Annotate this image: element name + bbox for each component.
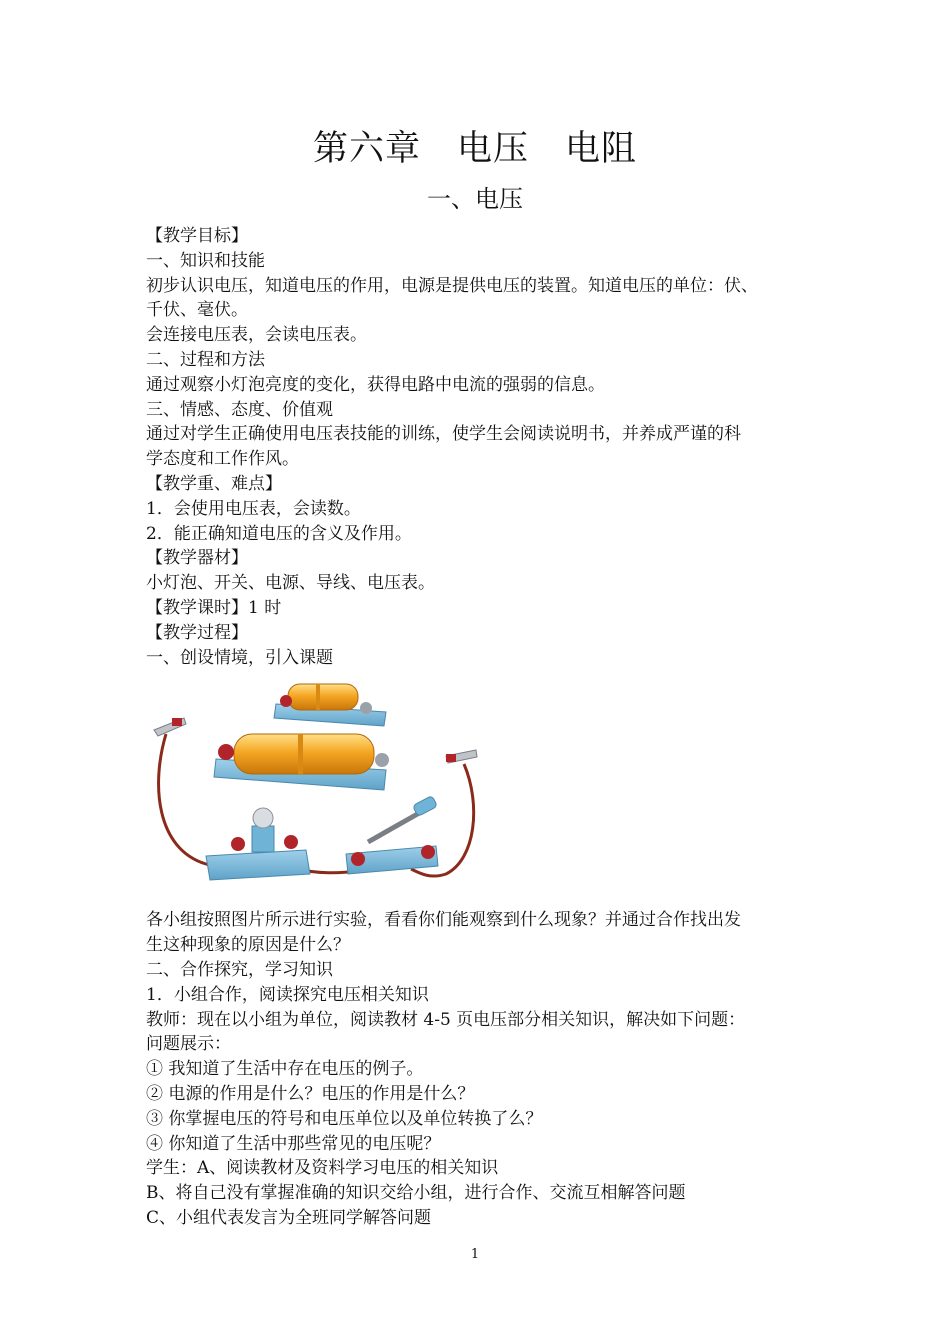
text-line: 生这种现象的原因是什么？ xyxy=(146,935,350,956)
text-line: 二、合作探究，学习知识 xyxy=(146,959,333,980)
text-line: 二、过程和方法 xyxy=(146,349,265,370)
chapter-title: 第六章 电压 电阻 xyxy=(312,129,637,169)
text-line: 一、知识和技能 xyxy=(146,250,265,271)
text-line: ③ 你掌握电压的符号和电压单位以及单位转换了么？ xyxy=(146,1108,543,1129)
text-line: 学态度和工作作风。 xyxy=(146,449,299,470)
text-line: 初步认识电压，知道电压的作用，电源是提供电压的装置。知道电压的单位：伏、 xyxy=(146,275,758,296)
text-line: 【教学重、难点】 xyxy=(146,473,282,494)
text-line: 各小组按照图片所示进行实验，看看你们能观察到什么现象？并通过合作找出发 xyxy=(146,910,741,931)
text-line: 1．会使用电压表，会读数。 xyxy=(146,498,361,519)
text-line: 小灯泡、开关、电源、导线、电压表。 xyxy=(146,573,435,594)
text-line: ④ 你知道了生活中那些常见的电压呢？ xyxy=(146,1133,441,1154)
circuit-experiment-image xyxy=(146,674,486,906)
text-line: ① 我知道了生活中存在电压的例子。 xyxy=(146,1059,424,1080)
text-line: ② 电源的作用是什么？电压的作用是什么？ xyxy=(146,1083,475,1104)
text-line: 【教学过程】 xyxy=(146,622,248,643)
text-line: 千伏、毫伏。 xyxy=(146,300,248,321)
text-line: 教师：现在以小组为单位，阅读教材 4-5 页电压部分相关知识，解决如下问题： xyxy=(146,1009,746,1030)
page-number: 1 xyxy=(470,1247,480,1262)
text-line: 【教学目标】 xyxy=(146,226,248,246)
section-title: 一、电压 xyxy=(427,185,523,213)
text-line: C、小组代表发言为全班同学解答问题 xyxy=(146,1207,432,1228)
text-line: 会连接电压表，会读电压表。 xyxy=(146,325,367,346)
text-line: 问题展示： xyxy=(146,1034,231,1055)
text-line: 1．小组合作，阅读探究电压相关知识 xyxy=(146,984,429,1005)
circuit-illustration xyxy=(146,674,486,906)
text-line: 【教学器材】 xyxy=(146,548,248,569)
text-line: 【教学课时】1 时 xyxy=(146,597,282,618)
text-line: 三、情感、态度、价值观 xyxy=(146,399,333,420)
text-line: 通过观察小灯泡亮度的变化，获得电路中电流的强弱的信息。 xyxy=(146,374,605,395)
text-line: 学生：A、阅读教材及资料学习电压的相关知识 xyxy=(146,1158,499,1179)
text-line: 2．能正确知道电压的含义及作用。 xyxy=(146,523,412,544)
text-line: B、将自己没有掌握准确的知识交给小组，进行合作、交流互相解答问题 xyxy=(146,1183,686,1204)
lesson-content xyxy=(146,224,818,1231)
text-line: 通过对学生正确使用电压表技能的训练，使学生会阅读说明书，并养成严谨的科 xyxy=(146,424,741,445)
text-line: 一、创设情境，引入课题 xyxy=(146,647,333,668)
